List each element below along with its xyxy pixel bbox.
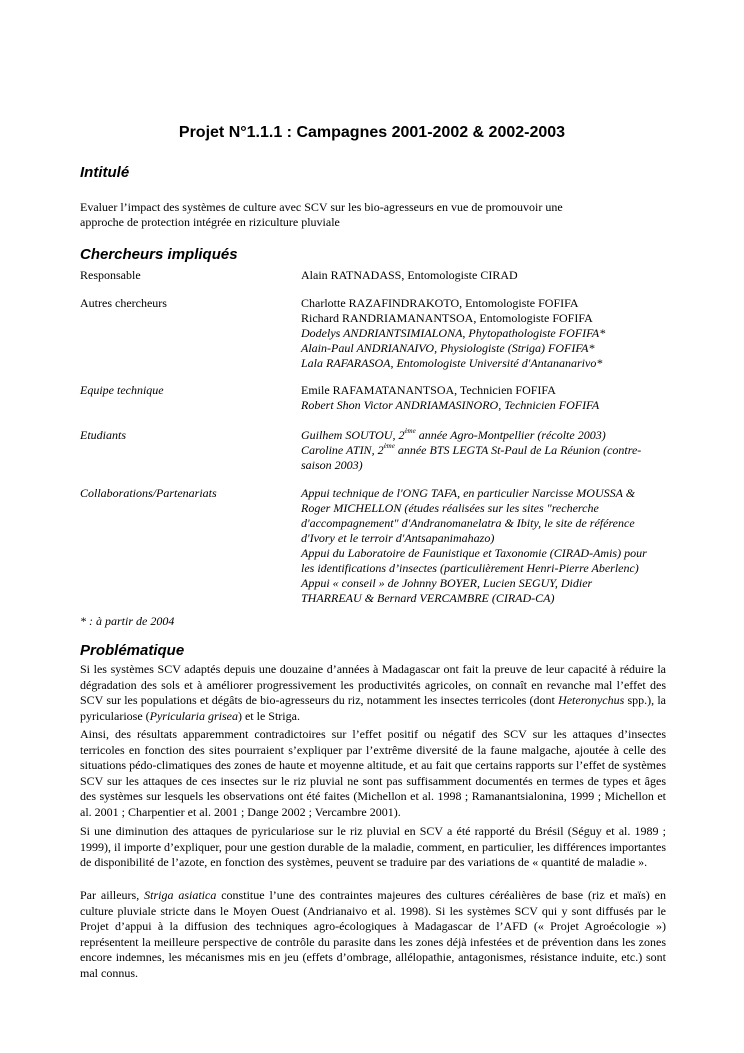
intitule-line-2: approche de protection intégrée en riziculture pluviale <box>80 215 340 229</box>
page-title: Projet N°1.1.1 : Campagnes 2001-2002 & 2002-2003 <box>178 124 566 141</box>
equipe-technique-label: Equipe technique <box>80 383 164 397</box>
intitule-text <box>80 200 563 230</box>
responsable-value: Alain RATNADASS, Entomologiste CIRAD <box>301 268 518 282</box>
p4-taxon-striga: Striga asiatica <box>144 888 217 902</box>
collaborations-label: Collaborations/Partenariats <box>80 486 217 500</box>
collab-line: d'Ivory et le terroir d'Antsapanimahazo) <box>301 531 495 545</box>
chercheurs-heading: Chercheurs impliqués <box>80 246 238 263</box>
collab-line: THARREAU & Bernard VERCAMBRE (CIRAD-CA) <box>301 591 555 605</box>
p1-text: Si les systèmes SCV adaptés depuis une douzaine d’années à Madagascar ont fait la preuve de leur capacité à réduire la dégradation des sols et à améliorer progressivement les productivités agricoles, on connaît en revanche mal l’effet des SCV sur les populations et dégâts de bio-agresseurs du riz, notamment les insectes terricoles (dont <box>80 662 666 707</box>
problematique-paragraph-1 <box>80 662 666 724</box>
collab-line: les identifications d’insectes (particulièrement Henri-Pierre Aberlenc) <box>301 561 639 575</box>
etudiant-2-name: Caroline ATIN, 2 <box>301 443 384 457</box>
collab-line: Appui du Laboratoire de Faunistique et Taxonomie (CIRAD-Amis) pour <box>301 546 647 560</box>
chercheur-item: Dodelys ANDRIANTSIMIALONA, Phytopathologiste FOFIFA* <box>301 326 606 340</box>
etudiant-1-name: Guilhem SOUTOU, 2 <box>301 428 405 442</box>
collab-line: Appui « conseil » de Johnny BOYER, Lucien SEGUY, Didier <box>301 576 593 590</box>
problematique-paragraph-3: Si une diminution des attaques de pyriculariose sur le riz pluvial en SCV a été rapporté du Brésil (Séguy et al. 1989 ; 1999), il importe d’expliquer, pour une gestion durable de la maladie, comment, en particulier, les différences importantes de disponibilité de l’azote, en fonction des systèmes, peuvent se traduire par des variations de « quantité de maladie ». <box>80 824 666 869</box>
p4-text-cont: constitue l’une des contraintes majeures des cultures céréalières de base (riz et maïs) en culture pluviale stricte dans le Moyen Ouest (Andrianaivo et al. 1998). Si les systèmes SCV qui y sont diffusés par le Projet d’appui à la diffusion des techniques agro-écologiques à Madagascar de l’AFD (« Projet Agroécologie ») représentent la meilleure perspective de contrôle du parasite dans les zones déjà infestées et de prévention dans les zones encore indemnes, les mécanismes mis en jeu (effets d’ombrage, allélopathie, antagonismes, résistance induite, etc.) sont mal connus. <box>80 888 666 980</box>
autres-chercheurs-label: Autres chercheurs <box>80 296 167 310</box>
etudiant-1-sup: ème <box>404 427 416 435</box>
etudiant-2-sup: ème <box>383 442 395 450</box>
responsable-label: Responsable <box>80 268 141 282</box>
equipe-technique-list <box>301 383 671 413</box>
technicien-item: Robert Shon Victor ANDRIAMASINORO, Technicien FOFIFA <box>301 398 600 412</box>
etudiant-item <box>301 443 671 458</box>
autres-chercheurs-list <box>301 296 671 371</box>
etudiants-label: Etudiants <box>80 428 127 442</box>
etudiant-2-detail: année BTS LEGTA St-Paul de La Réunion (contre- <box>394 443 642 457</box>
problematique-heading: Problématique <box>80 642 185 659</box>
p1-text-end: ) et le Striga. <box>237 708 300 723</box>
problematique-paragraph-4 <box>80 888 666 981</box>
intitule-line-1: Evaluer l’impact des systèmes de culture avec SCV sur les bio-agresseurs en vue de promouvoir une <box>80 200 563 214</box>
etudiants-list <box>301 428 671 473</box>
chercheur-item: Lala RAFARASOA, Entomologiste Université d'Antananarivo* <box>301 356 603 370</box>
chercheur-item: Richard RANDRIAMANANTSOA, Entomologiste FOFIFA <box>301 311 593 325</box>
collab-line: d'accompagnement" d'Andranomanelatra & Ibity, le site de référence <box>301 516 635 530</box>
problematique-paragraph-2: Ainsi, des résultats apparemment contradictoires sur l’effet positif ou négatif des SCV sur les attaques d’insectes terricoles en fonction des sites pourraient s’expliquer par l’extrême diversité de la faune malgache, ajoutée à celle des situations pédo-climatiques des zones de haute et moyenne altitude, et au fait que certains rapports sur l’effet de systèmes SCV sur les attaques de ces insectes sur le riz pluvial ne sont pas suffisamment documentés en termes de types et âges des systèmes sur lesquels les observations ont été faites (Michellon et al. 1998 ; Ramanantsialonina, 1999 ; Michellon et al. 2001 ; Charpentier et al. 2001 ; Dange 2002 ; Vercambre 2001). <box>80 727 666 819</box>
etudiant-1-detail: année Agro-Montpellier (récolte 2003) <box>415 428 606 442</box>
collab-line: Roger MICHELLON (études réalisées sur les sites "recherche <box>301 501 599 515</box>
chercheur-item: Alain-Paul ANDRIANAIVO, Physiologiste (Striga) FOFIFA* <box>301 341 595 355</box>
intitule-heading: Intitulé <box>80 164 130 181</box>
p1-text-cont: spp.), la pyriculariose ( <box>80 693 666 723</box>
etudiant-item <box>301 428 671 443</box>
etudiant-2-continuation: saison 2003) <box>301 458 363 472</box>
technicien-item: Emile RAFAMATANANTSOA, Technicien FOFIFA <box>301 383 556 397</box>
p4-text: Par ailleurs, <box>80 888 145 902</box>
footnote: * : à partir de 2004 <box>80 614 175 628</box>
chercheur-item: Charlotte RAZAFINDRAKOTO, Entomologiste FOFIFA <box>301 296 579 310</box>
collab-line: Appui technique de l'ONG TAFA, en particulier Narcisse MOUSSA & <box>301 486 636 500</box>
collaborations-list <box>301 486 671 606</box>
p1-taxon-pyricularia: Pyricularia grisea <box>149 708 238 723</box>
p1-taxon-heteronychus: Heteronychus <box>558 693 625 707</box>
